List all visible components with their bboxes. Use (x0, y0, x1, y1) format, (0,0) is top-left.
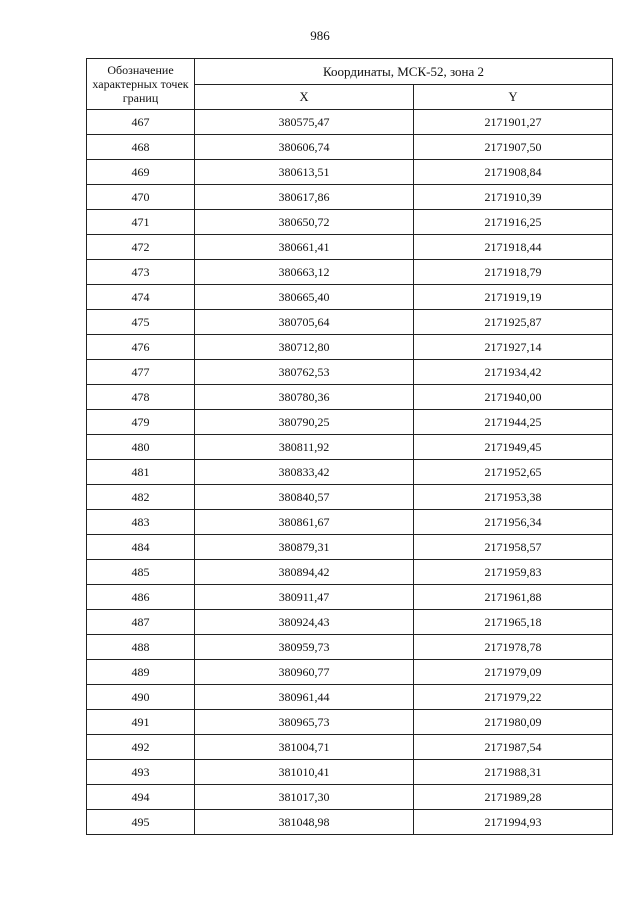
point-cell: 474 (87, 285, 195, 310)
point-cell: 472 (87, 235, 195, 260)
point-cell: 492 (87, 735, 195, 760)
table-row (87, 785, 613, 810)
x-cell: 380613,51 (195, 160, 414, 185)
y-cell: 2171987,54 (414, 735, 613, 760)
x-cell: 380894,42 (195, 560, 414, 585)
table-row (87, 135, 613, 160)
table-row (87, 535, 613, 560)
table-row (87, 510, 613, 535)
table-row (87, 260, 613, 285)
point-column-header: Обозначение характерных точек границ (87, 59, 195, 110)
point-cell: 473 (87, 260, 195, 285)
x-cell: 380712,80 (195, 335, 414, 360)
point-cell: 475 (87, 310, 195, 335)
table-header (87, 59, 613, 110)
point-cell: 468 (87, 135, 195, 160)
y-cell: 2171956,34 (414, 510, 613, 535)
y-cell: 2171978,78 (414, 635, 613, 660)
point-cell: 482 (87, 485, 195, 510)
table-row (87, 160, 613, 185)
y-cell: 2171916,25 (414, 210, 613, 235)
table-row (87, 710, 613, 735)
y-cell: 2171949,45 (414, 435, 613, 460)
x-cell: 380650,72 (195, 210, 414, 235)
point-cell: 495 (87, 810, 195, 835)
table-row (87, 285, 613, 310)
point-cell: 493 (87, 760, 195, 785)
y-cell: 2171980,09 (414, 710, 613, 735)
y-cell: 2171959,83 (414, 560, 613, 585)
x-cell: 380665,40 (195, 285, 414, 310)
table-row (87, 310, 613, 335)
y-cell: 2171918,79 (414, 260, 613, 285)
x-cell: 380959,73 (195, 635, 414, 660)
x-cell: 381004,71 (195, 735, 414, 760)
table-row (87, 635, 613, 660)
y-column-header: Y (414, 85, 613, 110)
x-cell: 380924,43 (195, 610, 414, 635)
table-body (87, 110, 613, 835)
table-row (87, 460, 613, 485)
x-cell: 381048,98 (195, 810, 414, 835)
point-cell: 483 (87, 510, 195, 535)
table-row (87, 385, 613, 410)
point-cell: 479 (87, 410, 195, 435)
table-row (87, 410, 613, 435)
point-cell: 494 (87, 785, 195, 810)
x-cell: 380606,74 (195, 135, 414, 160)
x-cell: 380965,73 (195, 710, 414, 735)
x-cell: 380960,77 (195, 660, 414, 685)
point-cell: 490 (87, 685, 195, 710)
y-cell: 2171994,93 (414, 810, 613, 835)
x-cell: 380833,42 (195, 460, 414, 485)
y-cell: 2171907,50 (414, 135, 613, 160)
table-row (87, 335, 613, 360)
y-cell: 2171934,42 (414, 360, 613, 385)
point-cell: 488 (87, 635, 195, 660)
point-cell: 477 (87, 360, 195, 385)
point-cell: 467 (87, 110, 195, 135)
table-row (87, 735, 613, 760)
table-row (87, 610, 613, 635)
x-cell: 380663,12 (195, 260, 414, 285)
table-row (87, 210, 613, 235)
y-cell: 2171958,57 (414, 535, 613, 560)
x-cell: 380911,47 (195, 585, 414, 610)
x-column-header: X (195, 85, 414, 110)
coordinates-table (86, 58, 613, 835)
y-cell: 2171910,39 (414, 185, 613, 210)
table-row (87, 485, 613, 510)
point-cell: 471 (87, 210, 195, 235)
y-cell: 2171908,84 (414, 160, 613, 185)
table-row (87, 110, 613, 135)
point-cell: 491 (87, 710, 195, 735)
y-cell: 2171965,18 (414, 610, 613, 635)
point-cell: 470 (87, 185, 195, 210)
table-row (87, 235, 613, 260)
y-cell: 2171988,31 (414, 760, 613, 785)
x-cell: 380790,25 (195, 410, 414, 435)
point-cell: 476 (87, 335, 195, 360)
point-cell: 489 (87, 660, 195, 685)
x-cell: 381017,30 (195, 785, 414, 810)
y-cell: 2171944,25 (414, 410, 613, 435)
point-cell: 478 (87, 385, 195, 410)
y-cell: 2171989,28 (414, 785, 613, 810)
point-cell: 469 (87, 160, 195, 185)
point-cell: 480 (87, 435, 195, 460)
y-cell: 2171925,87 (414, 310, 613, 335)
x-cell: 380780,36 (195, 385, 414, 410)
table-row (87, 810, 613, 835)
x-cell: 380879,31 (195, 535, 414, 560)
y-cell: 2171927,14 (414, 335, 613, 360)
x-cell: 380762,53 (195, 360, 414, 385)
x-cell: 380840,57 (195, 485, 414, 510)
point-cell: 486 (87, 585, 195, 610)
y-cell: 2171979,22 (414, 685, 613, 710)
x-cell: 380617,86 (195, 185, 414, 210)
page-number: 986 (310, 28, 330, 43)
table-row (87, 585, 613, 610)
x-cell: 380575,47 (195, 110, 414, 135)
y-cell: 2171919,19 (414, 285, 613, 310)
table-row (87, 685, 613, 710)
point-cell: 485 (87, 560, 195, 585)
y-cell: 2171961,88 (414, 585, 613, 610)
y-cell: 2171952,65 (414, 460, 613, 485)
point-cell: 487 (87, 610, 195, 635)
point-cell: 484 (87, 535, 195, 560)
y-cell: 2171940,00 (414, 385, 613, 410)
table-row (87, 560, 613, 585)
y-cell: 2171901,27 (414, 110, 613, 135)
table-row (87, 185, 613, 210)
table-row (87, 360, 613, 385)
y-cell: 2171953,38 (414, 485, 613, 510)
x-cell: 380961,44 (195, 685, 414, 710)
x-cell: 380811,92 (195, 435, 414, 460)
coordinates-group-header: Координаты, МСК-52, зона 2 (195, 59, 613, 85)
y-cell: 2171918,44 (414, 235, 613, 260)
x-cell: 381010,41 (195, 760, 414, 785)
table-row (87, 660, 613, 685)
table-row (87, 435, 613, 460)
x-cell: 380861,67 (195, 510, 414, 535)
x-cell: 380705,64 (195, 310, 414, 335)
y-cell: 2171979,09 (414, 660, 613, 685)
x-cell: 380661,41 (195, 235, 414, 260)
point-cell: 481 (87, 460, 195, 485)
table-row (87, 760, 613, 785)
